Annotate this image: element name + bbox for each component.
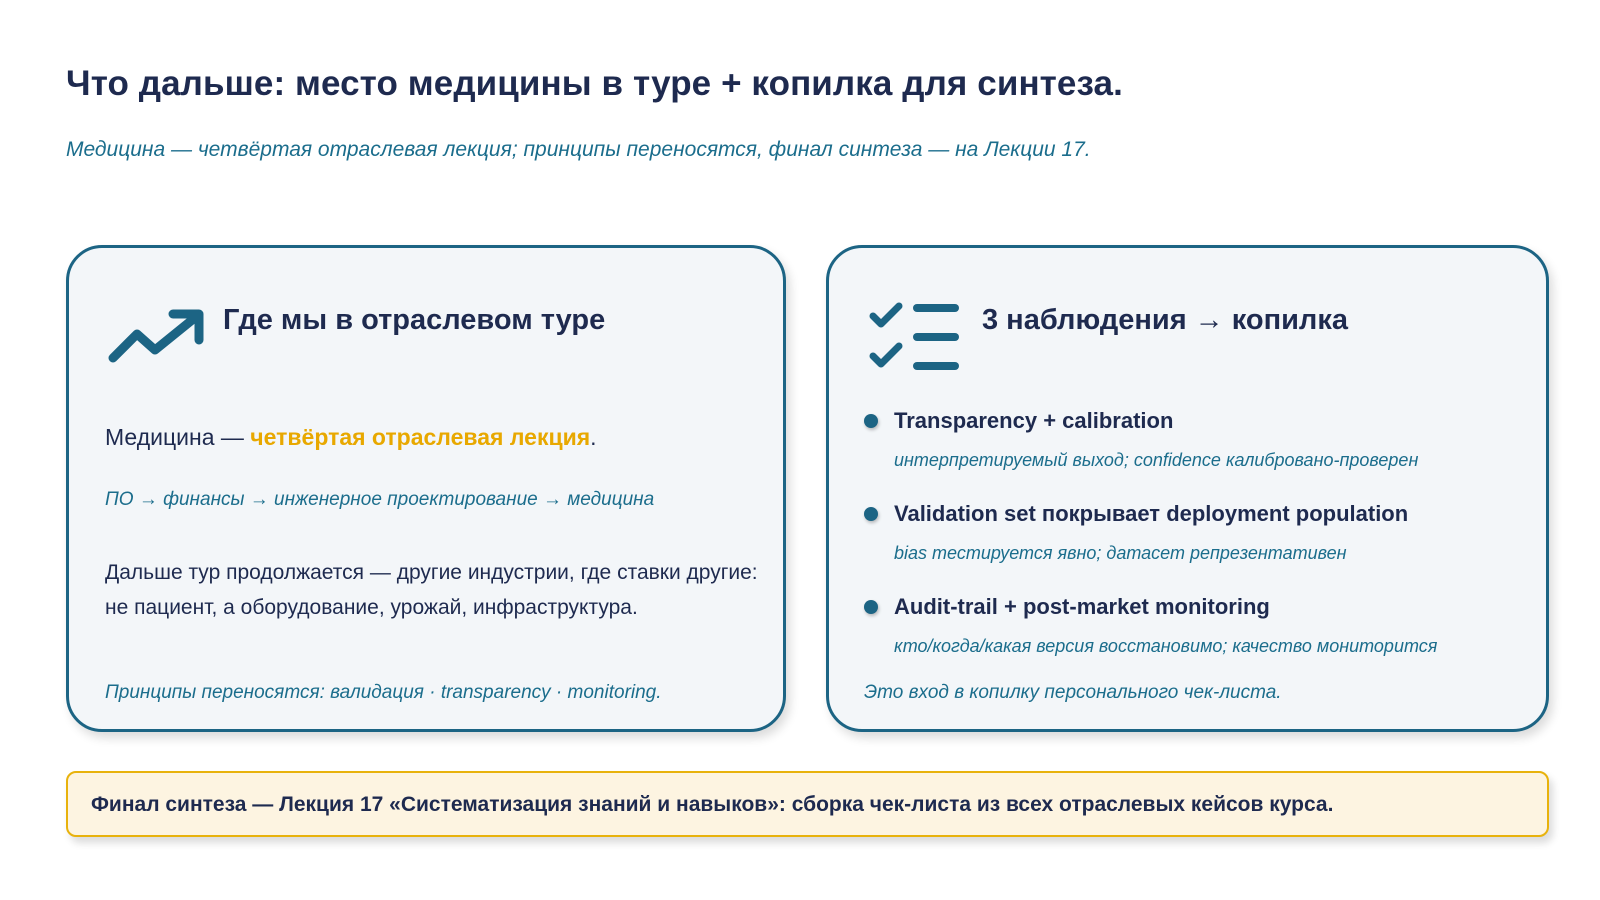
card-footer-note: Принципы переносятся: валидация · transparency · monitoring. <box>105 682 662 703</box>
lead-highlight: четвёртая отраслевая лекция <box>250 424 591 450</box>
observation-description: кто/когда/какая версия восстановимо; качество мониторится <box>894 636 1438 656</box>
bullet-dot-icon <box>864 414 878 428</box>
trending-up-icon <box>107 308 205 364</box>
observation-title: Transparency + calibration <box>894 408 1174 433</box>
lead-prefix: Медицина — <box>105 424 251 450</box>
observation-description: интерпретируемый выход; confidence калибровано-проверен <box>894 450 1419 470</box>
observation-title: Validation set покрывает deployment population <box>894 501 1409 526</box>
card-heading: 3 наблюдения → копилка <box>982 304 1348 336</box>
slide-title: Что дальше: место медицины в туре + копилка для синтеза. <box>66 64 1123 103</box>
card-heading: Где мы в отраслевом туре <box>223 304 606 336</box>
tour-continuation-text: Дальше тур продолжается — другие индустрии, где ставки другие: не пациент, а оборудование, урожай, инфраструктура. <box>105 561 758 619</box>
observation-title: Audit-trail + post-market monitoring <box>894 594 1270 619</box>
lecture-position-line <box>105 424 597 451</box>
observation-description: bias тестируется явно; датасет репрезентативен <box>894 543 1347 563</box>
final-synthesis-banner <box>66 771 1549 837</box>
slide-subtitle: Медицина — четвёртая отраслевая лекция; принципы переносятся, финал синтеза — на Лекции 17. <box>66 138 1091 161</box>
banner-text: Финал синтеза — Лекция 17 «Систематизация знаний и навыков»: сборка чек-листа из всех отраслевых кейсов курса. <box>91 793 1334 816</box>
card-footer-note: Это вход в копилку персонального чек-листа. <box>864 682 1282 703</box>
bullet-dot-icon <box>864 600 878 614</box>
bullet-dot-icon <box>864 507 878 521</box>
lead-suffix: . <box>590 424 597 450</box>
tour-path: ПО → финансы → инженерное проектирование → медицина <box>105 489 655 510</box>
checklist-icon <box>869 302 961 374</box>
industry-tour-card <box>66 245 786 732</box>
observations-card <box>826 245 1549 732</box>
